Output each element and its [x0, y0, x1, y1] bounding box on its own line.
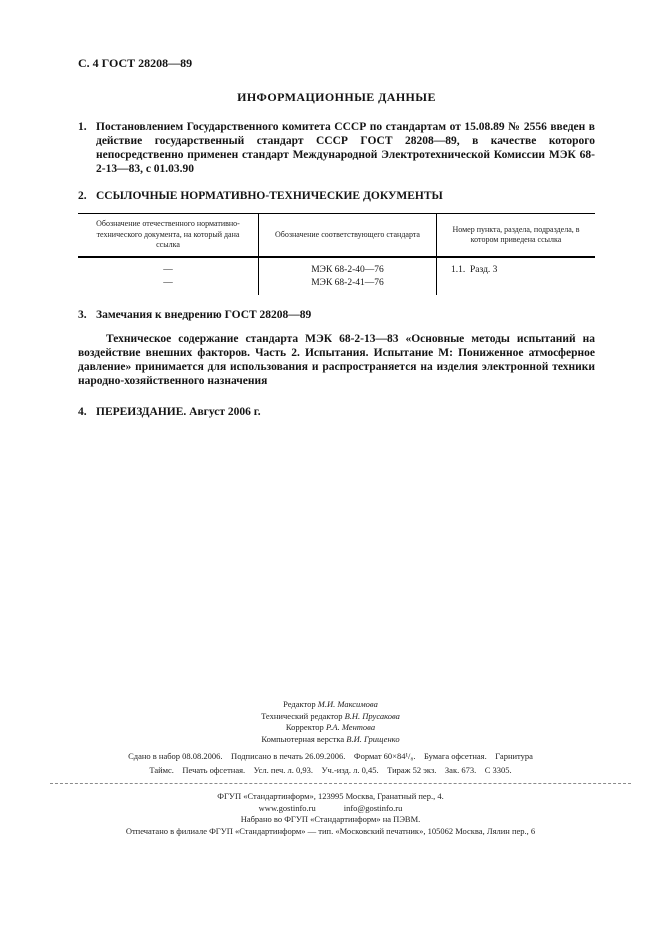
credit-name: Р.А. Ментова [325, 722, 376, 732]
clause-4 [78, 405, 595, 419]
publisher-contacts [0, 803, 661, 815]
dashed-separator [50, 783, 631, 784]
clause-4-number: 4. [78, 406, 87, 418]
credit-role: Компьютерная верстка [261, 733, 345, 744]
clause-1-number: 1. [78, 121, 87, 133]
credit-name: В.Н. Прусакова [344, 710, 400, 721]
section-2-heading [78, 189, 595, 203]
table-cell: — [163, 265, 173, 275]
table-col-reference [436, 258, 595, 295]
table-header-row [78, 214, 595, 258]
table-cell: — [163, 278, 173, 288]
table-col-standard [258, 258, 436, 295]
page-content [0, 0, 661, 419]
table-col-domestic-doc [78, 258, 258, 295]
table-body [78, 258, 595, 295]
publisher-block [0, 791, 661, 837]
table-header-domestic-doc: Обозначение отечественного нормативно-технического документа, на который дана ссылка [96, 219, 240, 250]
credit-line-technical-editor [0, 711, 661, 723]
credits-block [0, 699, 661, 745]
section-3-title: Замечания к внедрению ГОСТ 28208—89 [96, 309, 312, 321]
table-header-reference-location: Номер пункта, раздела, подраздела, в котором приведена ссылка [436, 214, 595, 256]
credit-name: М.И. Максимова [317, 699, 378, 709]
credit-name: В.И. Грищенко [346, 733, 400, 744]
print-info-line-1: Сдано в набор 08.08.2006. Подписано в печать 26.09.2006. Формат 60×84¹/₈. Бумага офсетная. Гарнитура [128, 751, 533, 761]
table-cell: 1.1. Разд. 3 [451, 265, 498, 275]
table-cell: МЭК 68-2-41—76 [311, 278, 384, 288]
section-3-number: 3. [78, 309, 87, 321]
credit-line-editor [0, 699, 661, 711]
clause-1 [78, 120, 595, 176]
publisher-address: ФГУП «Стандартинформ», 123995 Москва, Гранатный пер., 4. [217, 791, 444, 801]
credit-role: Корректор [285, 722, 324, 732]
references-table [78, 213, 595, 295]
running-header: С. 4 ГОСТ 28208—89 [78, 56, 193, 70]
credit-line-proofreader [0, 722, 661, 734]
credit-role: Технический редактор [261, 710, 343, 721]
section-3-heading [78, 308, 595, 322]
section-3-paragraph: Техническое содержание стандарта МЭК 68-2-13—83 «Основные методы испытаний на воздействие внешних факторов. Часть 2. Испытания. Испытание М: Пониженное атмосферное давление» принимается для использования и распространяется на изделия электронной техники народно-хозяйственного назначения [78, 333, 595, 387]
clause-1-text: Постановлением Государственного комитета СССР по стандартам от 15.08.89 № 2556 введен в действие государственный стандарт СССР ГОСТ 28208—89, в качестве которого непосредственно применен стандарт Международной Электротехнической Комиссии МЭК 68-2-13—83, с 01.03.90 [96, 121, 595, 175]
print-info-line-2: Таймс. Печать офсетная. Усл. печ. л. 0,93. Уч.-изд. л. 0,45. Тираж 52 экз. Зак. 673. С 3305. [149, 764, 512, 775]
publisher-printed-note: Отпечатано в филиале ФГУП «Стандартинформ» — тип. «Московский печатник», 105062 Москва, Лялин пер., 6 [125, 825, 536, 836]
table-cell: МЭК 68-2-40—76 [311, 265, 384, 275]
print-info-block [18, 750, 643, 777]
section-2-title: ССЫЛОЧНЫЕ НОРМАТИВНО-ТЕХНИЧЕСКИЕ ДОКУМЕНТЫ [96, 190, 443, 202]
publisher-website: www.gostinfo.ru [258, 802, 316, 813]
page-title: ИНФОРМАЦИОННЫЕ ДАННЫЕ [237, 90, 436, 104]
publisher-typeset-note: Набрано во ФГУП «Стандартинформ» на ПЭВМ. [240, 814, 421, 824]
clause-4-text: ПЕРЕИЗДАНИЕ. Август 2006 г. [96, 406, 261, 418]
credit-line-layout [0, 734, 661, 746]
table-header-corresponding-standard: Обозначение соответствующего стандарта [258, 214, 436, 256]
section-2-number: 2. [78, 190, 87, 202]
credit-role: Редактор [283, 699, 316, 709]
publisher-email: info@gostinfo.ru [343, 802, 403, 813]
